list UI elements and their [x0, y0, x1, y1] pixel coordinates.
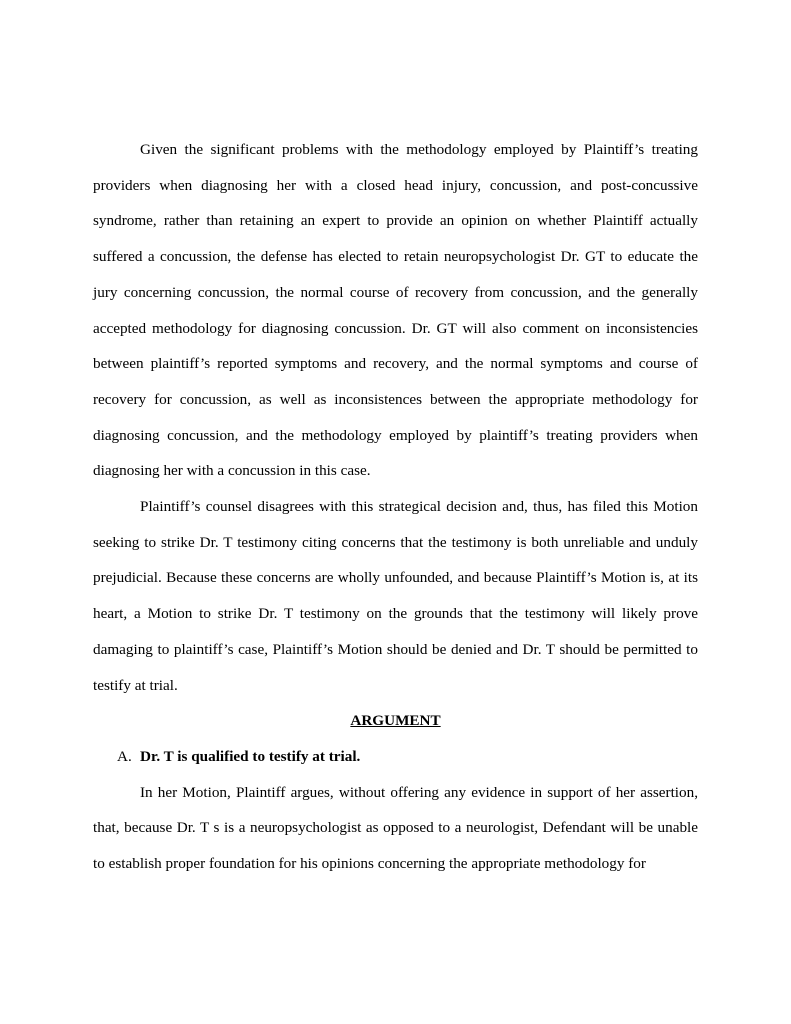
- subsection-heading: [93, 739, 698, 775]
- paragraph-qualification-argument: In her Motion, Plaintiff argues, without offering any evidence in support of her assertion, that, because Dr. T s is a neuropsychologist as opposed to a neurologist, Defendant will be unable to establish proper foundation for his opinions concerning the appropriate methodology for: [93, 783, 698, 873]
- paragraph-plaintiff-motion: Plaintiff’s counsel disagrees with this strategical decision and, thus, has filed this Motion seeking to strike Dr. T testimony citing concerns that the testimony is both unreliable and unduly prejudicial. Because these concerns are wholly unfounded, and because Plaintiff’s Motion is, at its heart, a Motion to strike Dr. T testimony on the grounds that the testimony will likely prove damaging to plaintiff’s case, Plaintiff’s Motion should be denied and Dr. T should be permitted to testify at trial.: [93, 498, 698, 694]
- subsection-title: Dr. T is qualified to testify at trial.: [140, 747, 361, 765]
- section-heading-argument: ARGUMENT: [350, 712, 441, 730]
- subsection-marker: A.: [117, 747, 132, 765]
- document-body: [93, 132, 698, 882]
- paragraph-defense-expert: Given the significant problems with the methodology employed by Plaintiff’s treating providers when diagnosing her with a closed head injury, concussion, and post-concussive syndrome, rather than retaining an expert to provide an opinion on whether Plaintiff actually suffered a concussion, the defense has elected to retain neuropsychologist Dr. GT to educate the jury concerning concussion, the normal course of recovery from concussion, and the generally accepted methodology for diagnosing concussion. Dr. GT will also comment on inconsistencies between plaintiff’s reported symptoms and recovery, and the normal symptoms and course of recovery for concussion, as well as inconsistences between the appropriate methodology for diagnosing concussion, and the methodology employed by plaintiff’s treating providers when diagnosing her with a concussion in this case.: [93, 141, 698, 480]
